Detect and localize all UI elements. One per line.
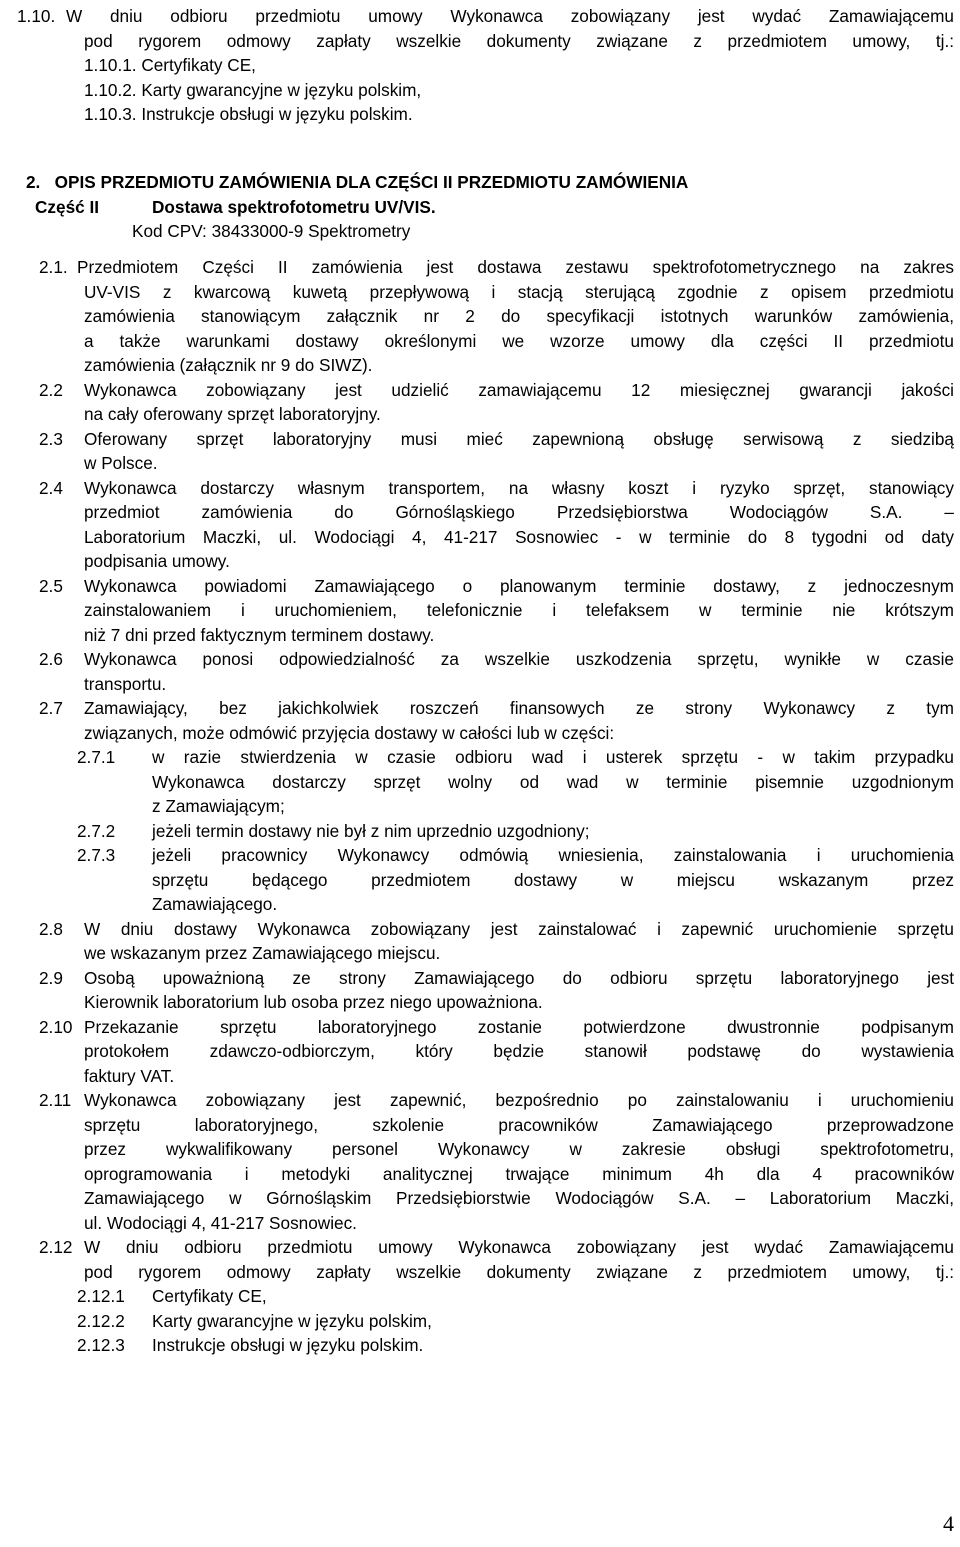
item-number: 2.11 (39, 1090, 72, 1110)
paragraph-line: jeżeli pracownicy Wykonawcy odmówią wniesienia, zainstalowania i uruchomienia (152, 845, 954, 865)
paragraph-line: sprzętu laboratoryjnego, szkolenie pracowników Zamawiającego przeprowadzone (84, 1114, 954, 1135)
part-label: Część II (35, 196, 100, 217)
paragraph-line: W dniu odbioru przedmiotu umowy Wykonawca zobowiązany jest wydać Zamawiającemu (84, 1237, 954, 1257)
item-number: 2.9 (39, 967, 63, 988)
list-item: 1.10.3. Instrukcje obsługi w języku polskim. (84, 104, 413, 124)
paragraph-line: pod rygorem odmowy zapłaty wszelkie dokumenty związane z przedmiotem umowy, tj.: (84, 1261, 954, 1282)
paragraph-line: transportu. (84, 673, 167, 694)
paragraph-line: ul. Wodociągi 4, 41-217 Sosnowiec. (84, 1212, 357, 1233)
paragraph-line: W dniu dostawy Wykonawca zobowiązany jest zainstalować i zapewnić uruchomienie sprzętu (84, 918, 954, 939)
paragraph-line: Laboratorium Maczki, ul. Wodociągi 4, 41-217 Sosnowiec - w terminie do 8 tygodni od daty (84, 526, 954, 547)
item-number: 2.12 (39, 1237, 73, 1257)
paragraph-line: Wykonawca zobowiązany jest udzielić zamawiającemu 12 miesięcznej gwarancji jakości (84, 379, 954, 400)
subitem-number: 2.7.2 (77, 820, 116, 841)
list-item: Certyfikaty CE, (152, 1286, 267, 1306)
list-item: Instrukcje obsługi w języku polskim. (152, 1335, 424, 1355)
paragraph-line: jeżeli termin dostawy nie był z nim uprzednio uzgodniony; (152, 820, 590, 841)
item-number: 2.8 (39, 918, 63, 939)
paragraph-line: protokołem zdawczo-odbiorczym, który będzie stanowił podstawę do wystawienia (84, 1041, 954, 1061)
paragraph-line: Zamawiający, bez jakichkolwiek roszczeń finansowych ze strony Wykonawcy z tym (84, 698, 954, 718)
subitem-number: 2.12.2 (77, 1310, 125, 1331)
paragraph-line: Osobą upoważnioną ze strony Zamawiającego do odbioru sprzętu laboratoryjnego jest (84, 967, 954, 988)
paragraph-line: sprzętu będącego przedmiotem dostawy w miejscu wskazanym przez (152, 869, 954, 890)
paragraph-line: zamówienia (załącznik nr 9 do SIWZ). (84, 355, 373, 375)
paragraph-line: Wykonawca dostarczy własnym transportem, na własny koszt i ryzyko sprzęt, stanowiący (84, 477, 954, 498)
paragraph-line: w Polsce. (84, 453, 158, 473)
list-item: 1.10.1. Certyfikaty CE, (84, 55, 256, 75)
paragraph-line: Wykonawca powiadomi Zamawiającego o planowanym terminie dostawy, z jednoczesnym (84, 575, 954, 596)
paragraph-line: z Zamawiającym; (152, 796, 285, 816)
list-item: Karty gwarancyjne w języku polskim, (152, 1310, 432, 1331)
item-number: 2.4 (39, 477, 63, 498)
paragraph-line: niż 7 dni przed faktycznym terminem dostawy. (84, 624, 435, 645)
paragraph-line: Zamawiającego w Górnośląskim Przedsiębiorstwie Wodociągów S.A. – Laboratorium Maczki, (84, 1188, 954, 1208)
subitem-number: 2.12.1 (77, 1286, 125, 1306)
paragraph-line: związanych, może odmówić przyjęcia dostawy w całości lub w części: (84, 722, 615, 743)
paragraph-line: przez wykwalifikowany personel Wykonawcy w zakresie obsługi spektrofotometru, (84, 1139, 954, 1159)
paragraph-line: W dniu odbioru przedmiotu umowy Wykonawca zobowiązany jest wydać Zamawiającemu (66, 6, 954, 26)
paragraph-line: pod rygorem odmowy zapłaty wszelkie dokumenty związane z przedmiotem umowy, tj.: (84, 30, 954, 51)
paragraph-line: Wykonawca ponosi odpowiedzialność za wszelkie uszkodzenia sprzętu, wynikłe w czasie (84, 649, 954, 669)
item-number: 2.2 (39, 379, 63, 400)
section-heading: 2. OPIS PRZEDMIOTU ZAMÓWIENIA DLA CZĘŚCI II PRZEDMIOTU ZAMÓWIENIA (26, 172, 689, 192)
subitem-number: 2.7.3 (77, 845, 116, 865)
item-number: 2.6 (39, 649, 63, 669)
list-item: 1.10.2. Karty gwarancyjne w języku polskim, (84, 79, 422, 100)
paragraph-line: Wykonawca dostarczy sprzęt wolny od wad w terminie pisemnie uzgodnionym (152, 771, 954, 792)
paragraph-line: zainstalowaniem i uruchomieniem, telefonicznie i telefaksem w terminie nie krótszym (84, 600, 954, 620)
item-number: 2.7 (39, 698, 63, 718)
paragraph-line: Przedmiotem Części II zamówienia jest dostawa zestawu spektrofotometrycznego na zakres (77, 257, 954, 277)
page-number: 4 (943, 1511, 954, 1536)
paragraph-line: zamówienia stanowiącym załącznik nr 2 do specyfikacji istotnych warunków zamówienia, (84, 306, 954, 326)
paragraph-line: podpisania umowy. (84, 551, 230, 571)
paragraph-line: UV-VIS z kwarcową kuwetą przepływową i stacją sterującą zgodnie z opisem przedmiotu (84, 281, 954, 302)
paragraph-line: we wskazanym przez Zamawiającego miejscu. (84, 943, 441, 963)
item-number: 2.10 (39, 1016, 73, 1037)
cpv-code: Kod CPV: 38433000-9 Spektrometry (132, 221, 411, 241)
paragraph-line: Zamawiającego. (152, 894, 278, 914)
part-title: Dostawa spektrofotometru UV/VIS. (152, 196, 436, 217)
paragraph-line: a także warunkami dostawy określonymi we wzorze umowy dla części II przedmiotu (84, 330, 954, 351)
paragraph-line: Kierownik laboratorium lub osoba przez niego upoważniona. (84, 992, 543, 1012)
paragraph-line: przedmiot zamówienia do Górnośląskiego Przedsiębiorstwa Wodociągów S.A. – (84, 502, 954, 522)
paragraph-line: Oferowany sprzęt laboratoryjny musi mieć zapewnioną obsługę serwisową z siedzibą (84, 428, 954, 449)
paragraph-line: faktury VAT. (84, 1065, 175, 1086)
item-number: 2.1. (39, 257, 68, 277)
paragraph-line: na cały oferowany sprzęt laboratoryjny. (84, 404, 381, 424)
item-number: 2.3 (39, 428, 63, 449)
paragraph-line: Wykonawca zobowiązany jest zapewnić, bezpośrednio po zainstalowaniu i uruchomieniu (84, 1090, 954, 1110)
paragraph-line: Przekazanie sprzętu laboratoryjnego zostanie potwierdzone dwustronnie podpisanym (84, 1016, 954, 1037)
subitem-number: 2.12.3 (77, 1335, 125, 1355)
item-number: 2.5 (39, 575, 63, 596)
item-number: 1.10. (17, 6, 56, 26)
subitem-number: 2.7.1 (77, 747, 116, 767)
paragraph-line: w razie stwierdzenia w czasie odbioru wad i usterek sprzętu - w takim przypadku (152, 747, 954, 767)
paragraph-line: oprogramowania i metodyki analitycznej trwające minimum 4h dla 4 pracowników (84, 1163, 954, 1184)
